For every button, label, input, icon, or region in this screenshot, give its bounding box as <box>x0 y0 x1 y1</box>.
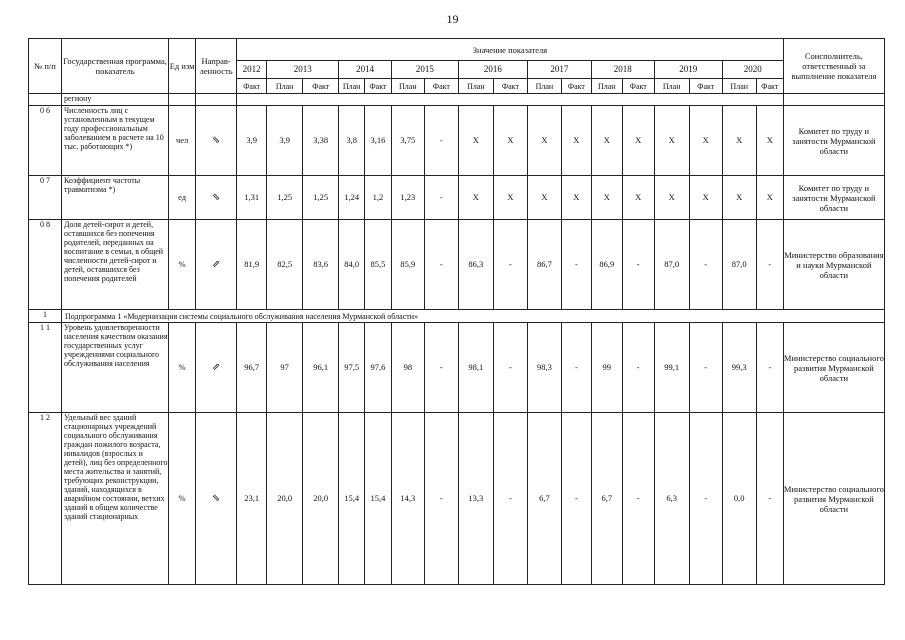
value-cell: 98,3 <box>527 323 561 413</box>
value-cell: Х <box>756 176 783 220</box>
value-cell: Х <box>722 176 756 220</box>
year-2017: 2017 <box>527 61 591 79</box>
value-cell: 1,24 <box>339 176 365 220</box>
row-coexec: Министерство образования и науки Мурманской области <box>783 220 884 310</box>
table-row <box>29 106 885 176</box>
value-cell: 96,1 <box>303 323 339 413</box>
value-cell: 83,6 <box>303 220 339 310</box>
header-coexec: Соисполнитель, ответственный за выполнение показателя <box>783 39 884 94</box>
value-cell: - <box>493 323 527 413</box>
value-cell: 0,0 <box>722 413 756 585</box>
value-cell: 1,25 <box>267 176 303 220</box>
subheader-fact-12: Факт <box>622 79 654 94</box>
year-2016: 2016 <box>458 61 527 79</box>
value-cell: Х <box>689 176 722 220</box>
page-number: 19 <box>446 12 459 26</box>
value-cell: Х <box>527 106 561 176</box>
value-cell: Х <box>527 176 561 220</box>
table-row <box>29 413 885 585</box>
direction-arrow-icon <box>196 106 237 176</box>
row-coexec: Министерство социального развития Мурманской области <box>783 413 884 585</box>
table-row <box>29 220 885 310</box>
header-value: Значение показателя <box>237 39 784 61</box>
value-cell: 3,16 <box>365 106 392 176</box>
value-cell: 85,9 <box>391 220 424 310</box>
value-cell: - <box>424 106 458 176</box>
value-cell: 87,0 <box>722 220 756 310</box>
row-name: Удельный вес зданий стационарных учреждений социального обслуживания граждан пожилого возраста, инвалидов (взрослых и детей), лиц без определенного места жительства и занятий, требующих реконструкции, зданий, находящихся в аварийном состоянии, ветхих зданий в общем количестве зданий стационарных <box>61 413 168 585</box>
value-cell: - <box>622 323 654 413</box>
value-cell: Х <box>493 176 527 220</box>
indicators-table <box>28 38 885 585</box>
header-num: № п/п <box>29 39 62 94</box>
year-2020: 2020 <box>722 61 783 79</box>
value-cell: Х <box>622 106 654 176</box>
value-cell: - <box>561 413 591 585</box>
row-coexec: Министерство социального развития Мурманской области <box>783 323 884 413</box>
value-cell: 3,9 <box>267 106 303 176</box>
year-2012: 2012 <box>237 61 267 79</box>
value-cell: Х <box>591 176 622 220</box>
subprogram-num: 1 <box>29 310 62 323</box>
value-cell: 87,0 <box>654 220 689 310</box>
value-cell: - <box>756 413 783 585</box>
value-cell: 15,4 <box>339 413 365 585</box>
row-coexec: Комитет по труду и занятости Мурманской области <box>783 106 884 176</box>
value-cell: - <box>561 220 591 310</box>
year-2018: 2018 <box>591 61 654 79</box>
value-cell: - <box>493 413 527 585</box>
table-row <box>29 176 885 220</box>
subheader-plan-9: План <box>527 79 561 94</box>
subheader-fact-14: Факт <box>689 79 722 94</box>
value-cell: Х <box>756 106 783 176</box>
direction-arrow-icon <box>196 176 237 220</box>
value-cell: 20,0 <box>267 413 303 585</box>
value-cell: 82,5 <box>267 220 303 310</box>
header-direction: Направ-ленность <box>196 39 237 94</box>
direction-arrow-icon <box>196 413 237 585</box>
arrow-icon: ⇗ <box>211 362 221 373</box>
value-cell: 1,25 <box>303 176 339 220</box>
row-name: Коэффициент частоты травматизма *) <box>61 176 168 220</box>
row-unit: % <box>169 220 196 310</box>
arrow-icon: ⇘ <box>211 135 221 146</box>
value-cell: 81,9 <box>237 220 267 310</box>
value-cell: - <box>689 413 722 585</box>
value-cell: - <box>689 323 722 413</box>
value-cell: - <box>424 413 458 585</box>
value-cell: - <box>756 220 783 310</box>
value-cell: 96,7 <box>237 323 267 413</box>
arrow-icon: ⇗ <box>211 259 221 270</box>
cont-num <box>29 94 62 106</box>
subheader-plan-11: План <box>591 79 622 94</box>
value-cell: Х <box>622 176 654 220</box>
value-cell: 98 <box>391 323 424 413</box>
row-name: Доля детей-сирот и детей, оставшихся без попечения родителей, переданных на воспитание в семьи, в общей численности детей-сирот и детей, оставшихся без попечения родителей <box>61 220 168 310</box>
row-num: 0 6 <box>29 106 62 176</box>
value-cell: 14,3 <box>391 413 424 585</box>
value-cell: 86,3 <box>458 220 493 310</box>
value-cell: 13,3 <box>458 413 493 585</box>
header-program: Государственная программа, показатель <box>61 39 168 94</box>
subheader-plan-5: План <box>391 79 424 94</box>
value-cell: Х <box>561 106 591 176</box>
row-coexec: Комитет по труду и занятости Мурманской области <box>783 176 884 220</box>
value-cell: 3,8 <box>339 106 365 176</box>
value-cell: 1,2 <box>365 176 392 220</box>
value-cell: Х <box>654 176 689 220</box>
row-name: Уровень удовлетворенности населения качеством оказания государственных услуг учреждениями социального обслуживания населения <box>61 323 168 413</box>
subheader-plan-7: План <box>458 79 493 94</box>
value-cell: 86,7 <box>527 220 561 310</box>
subheader-fact-6: Факт <box>424 79 458 94</box>
row-num: 1 2 <box>29 413 62 585</box>
value-cell: - <box>689 220 722 310</box>
row-unit: ед <box>169 176 196 220</box>
subheader-plan-1: План <box>267 79 303 94</box>
subprogram-title: Подпрограмма 1 «Модернизация системы социального обслуживания населения Мурманской области» <box>61 310 884 323</box>
value-cell: - <box>424 323 458 413</box>
row-unit: чел <box>169 106 196 176</box>
value-cell: 6,7 <box>527 413 561 585</box>
value-cell: Х <box>722 106 756 176</box>
arrow-icon: ⇘ <box>211 493 221 504</box>
value-cell: - <box>424 220 458 310</box>
year-2015: 2015 <box>391 61 458 79</box>
value-cell: 86,9 <box>591 220 622 310</box>
direction-arrow-icon <box>196 323 237 413</box>
year-2014: 2014 <box>339 61 392 79</box>
value-cell: - <box>622 413 654 585</box>
row-name: Численность лиц с установленным в текущем году профессиональным заболеванием в расчете на 10 тыс. работающих *) <box>61 106 168 176</box>
value-cell: 3,38 <box>303 106 339 176</box>
year-2013: 2013 <box>267 61 339 79</box>
value-cell: 97,5 <box>339 323 365 413</box>
value-cell: - <box>424 176 458 220</box>
value-cell: Х <box>689 106 722 176</box>
subheader-fact-16: Факт <box>756 79 783 94</box>
row-num: 0 8 <box>29 220 62 310</box>
value-cell: 1,23 <box>391 176 424 220</box>
table-row <box>29 323 885 413</box>
value-cell: Х <box>458 106 493 176</box>
subheader-plan-3: План <box>339 79 365 94</box>
value-cell: 99,1 <box>654 323 689 413</box>
value-cell: - <box>756 323 783 413</box>
subheader-plan-15: План <box>722 79 756 94</box>
row-num: 1 1 <box>29 323 62 413</box>
value-cell: 3,9 <box>237 106 267 176</box>
value-cell: - <box>622 220 654 310</box>
value-cell: 99 <box>591 323 622 413</box>
value-cell: 99,3 <box>722 323 756 413</box>
subheader-fact-0: Факт <box>237 79 267 94</box>
row-num: 0 7 <box>29 176 62 220</box>
subheader-fact-4: Факт <box>365 79 392 94</box>
value-cell: - <box>561 323 591 413</box>
value-cell: Х <box>493 106 527 176</box>
value-cell: Х <box>591 106 622 176</box>
subheader-fact-8: Факт <box>493 79 527 94</box>
value-cell: Х <box>561 176 591 220</box>
value-cell: Х <box>458 176 493 220</box>
value-cell: 97 <box>267 323 303 413</box>
value-cell: 6,7 <box>591 413 622 585</box>
row-unit: % <box>169 323 196 413</box>
header-unit: Ед изм <box>169 39 196 94</box>
value-cell: 84,0 <box>339 220 365 310</box>
value-cell: - <box>493 220 527 310</box>
value-cell: 6,3 <box>654 413 689 585</box>
row-unit: % <box>169 413 196 585</box>
value-cell: Х <box>654 106 689 176</box>
value-cell: 20,0 <box>303 413 339 585</box>
year-2019: 2019 <box>654 61 722 79</box>
continuation-text: регионy <box>61 94 168 106</box>
subheader-fact-10: Факт <box>561 79 591 94</box>
direction-arrow-icon <box>196 220 237 310</box>
value-cell: 97,6 <box>365 323 392 413</box>
subheader-fact-2: Факт <box>303 79 339 94</box>
arrow-icon: ⇘ <box>211 192 221 203</box>
subheader-plan-13: План <box>654 79 689 94</box>
value-cell: 3,75 <box>391 106 424 176</box>
value-cell: 98,1 <box>458 323 493 413</box>
value-cell: 85,5 <box>365 220 392 310</box>
value-cell: 15,4 <box>365 413 392 585</box>
value-cell: 23,1 <box>237 413 267 585</box>
value-cell: 1,31 <box>237 176 267 220</box>
